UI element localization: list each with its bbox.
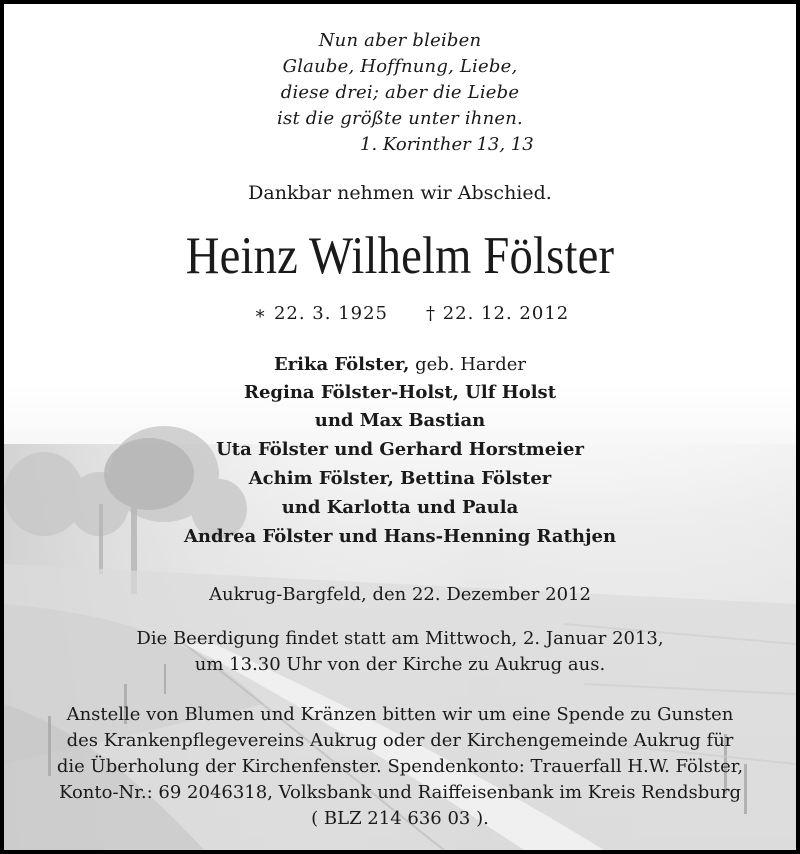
donation-line-4: Konto-Nr.: 69 2046318, Volksbank und Raiffeisenbank im Kreis Rendsburg (58, 782, 742, 803)
death-date: † 22. 12. 2012 (426, 303, 570, 324)
intro-text: Dankbar nehmen wir Abschied. (248, 182, 552, 204)
funeral-line-2: um 13.30 Uhr von der Kirche zu Aukrug aus. (194, 654, 606, 675)
family-line-2: Regina Fölster-Holst, Ulf Holst (243, 382, 557, 403)
family-line-6: und Karlotta und Paula (281, 497, 519, 518)
family-line-5: Achim Fölster, Bettina Fölster (248, 468, 552, 489)
donation-line-1: Anstelle von Blumen und Kränzen bitten wir um eine Spende zu Gunsten (66, 704, 734, 725)
donation-line-2: des Krankenpflegevereins Aukrug oder der Kirchengemeinde Aukrug für (66, 730, 734, 751)
birth-date: ∗ 22. 3. 1925 (254, 303, 389, 324)
verse-line-1: Nun aber bleiben (318, 30, 482, 51)
family-line-1-name: Erika Fölster, (273, 354, 410, 375)
verse-line-4: ist die größte unter ihnen. (277, 108, 523, 129)
verse-line-2: Glaube, Hoffnung, Liebe, (282, 56, 518, 77)
family-line-3: und Max Bastian (314, 410, 486, 431)
family-line-7: Andrea Fölster und Hans-Henning Rathjen (183, 526, 617, 547)
deceased-name: Heinz Wilhelm Fölster (185, 227, 615, 285)
family-line-4: Uta Fölster und Gerhard Horstmeier (216, 439, 584, 460)
funeral-line-1: Die Beerdigung findet statt am Mittwoch, 2. Januar 2013, (136, 628, 664, 649)
donation-line-5: ( BLZ 214 636 03 ). (311, 808, 489, 829)
donation-line-3: die Überholung der Kirchenfenster. Spendenkonto: Trauerfall H.W. Fölster, (56, 756, 744, 777)
family-line-1 (4, 354, 796, 375)
verse-line-3: diese drei; aber die Liebe (280, 82, 520, 103)
place-date: Aukrug-Bargfeld, den 22. Dezember 2012 (209, 584, 591, 605)
verse-reference: 1. Korinther 13, 13 (360, 134, 534, 155)
family-line-1-suffix: geb. Harder (409, 354, 527, 375)
